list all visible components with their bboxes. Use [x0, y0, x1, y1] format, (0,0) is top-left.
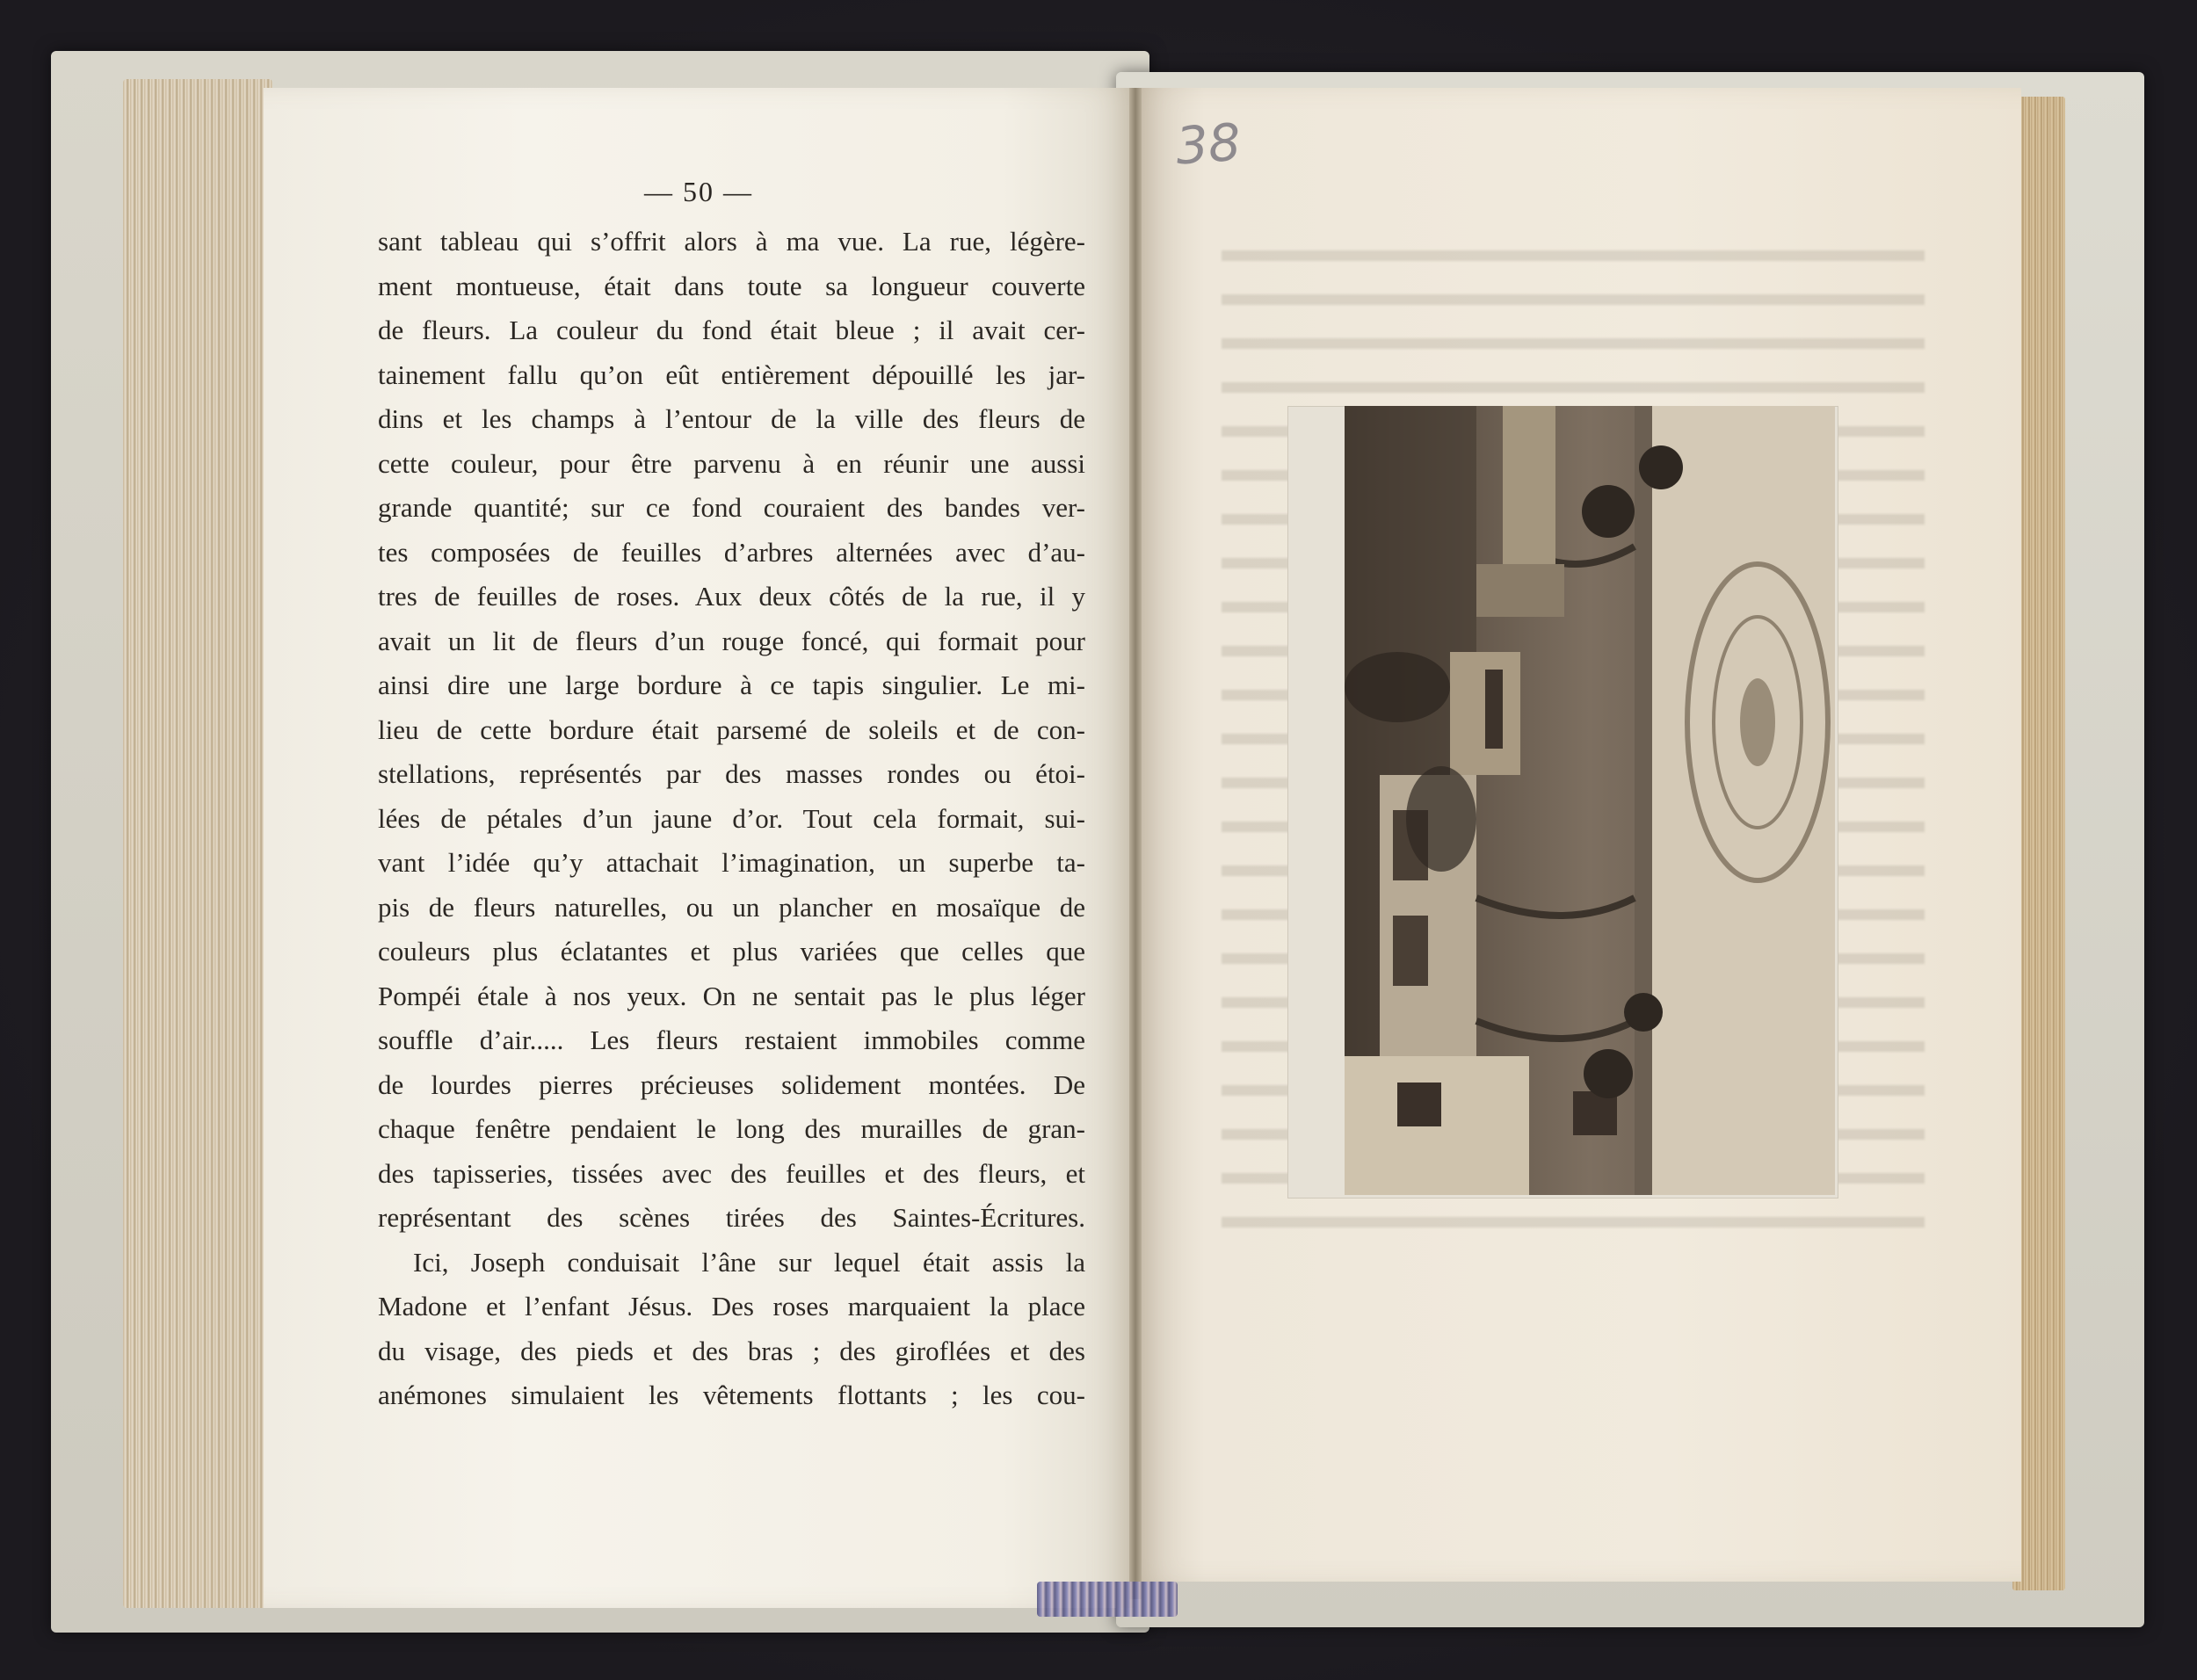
- text-line: lieu de cette bordure était parsemé de soleils et de con-: [378, 713, 1085, 745]
- text-line: Pompéi étale à nos yeux. On ne sentait pas le plus léger: [378, 980, 1085, 1011]
- text-line: de lourdes pierres précieuses solidement montées. De: [378, 1068, 1085, 1100]
- page-number: — 50 —: [644, 176, 753, 207]
- text-line: représentant des scènes tirées des Saintes-Écritures.: [378, 1202, 1085, 1233]
- text-line: stellations, représentés par des masses rondes ou étoi-: [378, 758, 1085, 789]
- text-line: Madone et l’enfant Jésus. Des roses marquaient la place: [378, 1291, 1085, 1322]
- text-line: lées de pétales d’un jaune d’or. Tout cela formait, sui-: [378, 802, 1085, 834]
- text-line: pis de fleurs naturelles, ou un plancher en mosaïque de: [378, 891, 1085, 923]
- text-line: ment montueuse, était dans toute sa longueur couverte: [378, 270, 1085, 301]
- text-line: tainement fallu qu’on eût entièrement dépouillé les jar-: [378, 358, 1085, 390]
- text-line: vant l’idée qu’y attachait l’imagination, un superbe ta-: [378, 847, 1085, 878]
- text-line: Ici, Joseph conduisait l’âne sur lequel était assis la: [413, 1246, 1085, 1278]
- text-line: sant tableau qui s’offrit alors à ma vue. La rue, légère-: [378, 226, 1085, 257]
- mounted-photograph: [1345, 406, 1835, 1195]
- text-line: chaque fenêtre pendaient le long des murailles de gran-: [378, 1113, 1085, 1144]
- text-line: souffle d’air..... Les fleurs restaient immobiles comme: [378, 1025, 1085, 1055]
- text-line: des tapisseries, tissées avec des feuilles et des fleurs, et: [378, 1157, 1085, 1189]
- text-line: dins et les champs à l’entour de la ville des fleurs de: [378, 403, 1085, 434]
- book-gutter: [1129, 88, 1142, 1599]
- text-line: du visage, des pieds et des bras ; des giroflées et des: [378, 1335, 1085, 1366]
- street-scene-image: [1345, 406, 1835, 1195]
- page-edges-left: [123, 79, 272, 1608]
- text-line: grande quantité; sur ce fond couraient des bandes ver-: [378, 492, 1085, 523]
- text-line: anémones simulaient les vêtements flottants ; les cou-: [378, 1379, 1085, 1410]
- text-line: tes composées de feuilles d’arbres alternées avec d’au-: [378, 536, 1085, 568]
- text-line: couleurs plus éclatantes et plus variées que celles que: [378, 936, 1085, 967]
- bookmark-ribbon: [1037, 1582, 1178, 1617]
- handwritten-plate-number: 38: [1173, 112, 1244, 177]
- text-line: ainsi dire une large bordure à ce tapis singulier. Le mi-: [378, 670, 1085, 700]
- text-line: cette couleur, pour être parvenu à en réunir une aussi: [378, 447, 1085, 479]
- text-line: de fleurs. La couleur du fond était bleue ; il avait cer-: [378, 315, 1085, 345]
- text-line: avait un lit de fleurs d’un rouge foncé, qui formait pour: [378, 625, 1085, 656]
- text-line: tres de feuilles de roses. Aux deux côtés de la rue, il y: [378, 581, 1085, 612]
- left-page-text: [378, 220, 1085, 1418]
